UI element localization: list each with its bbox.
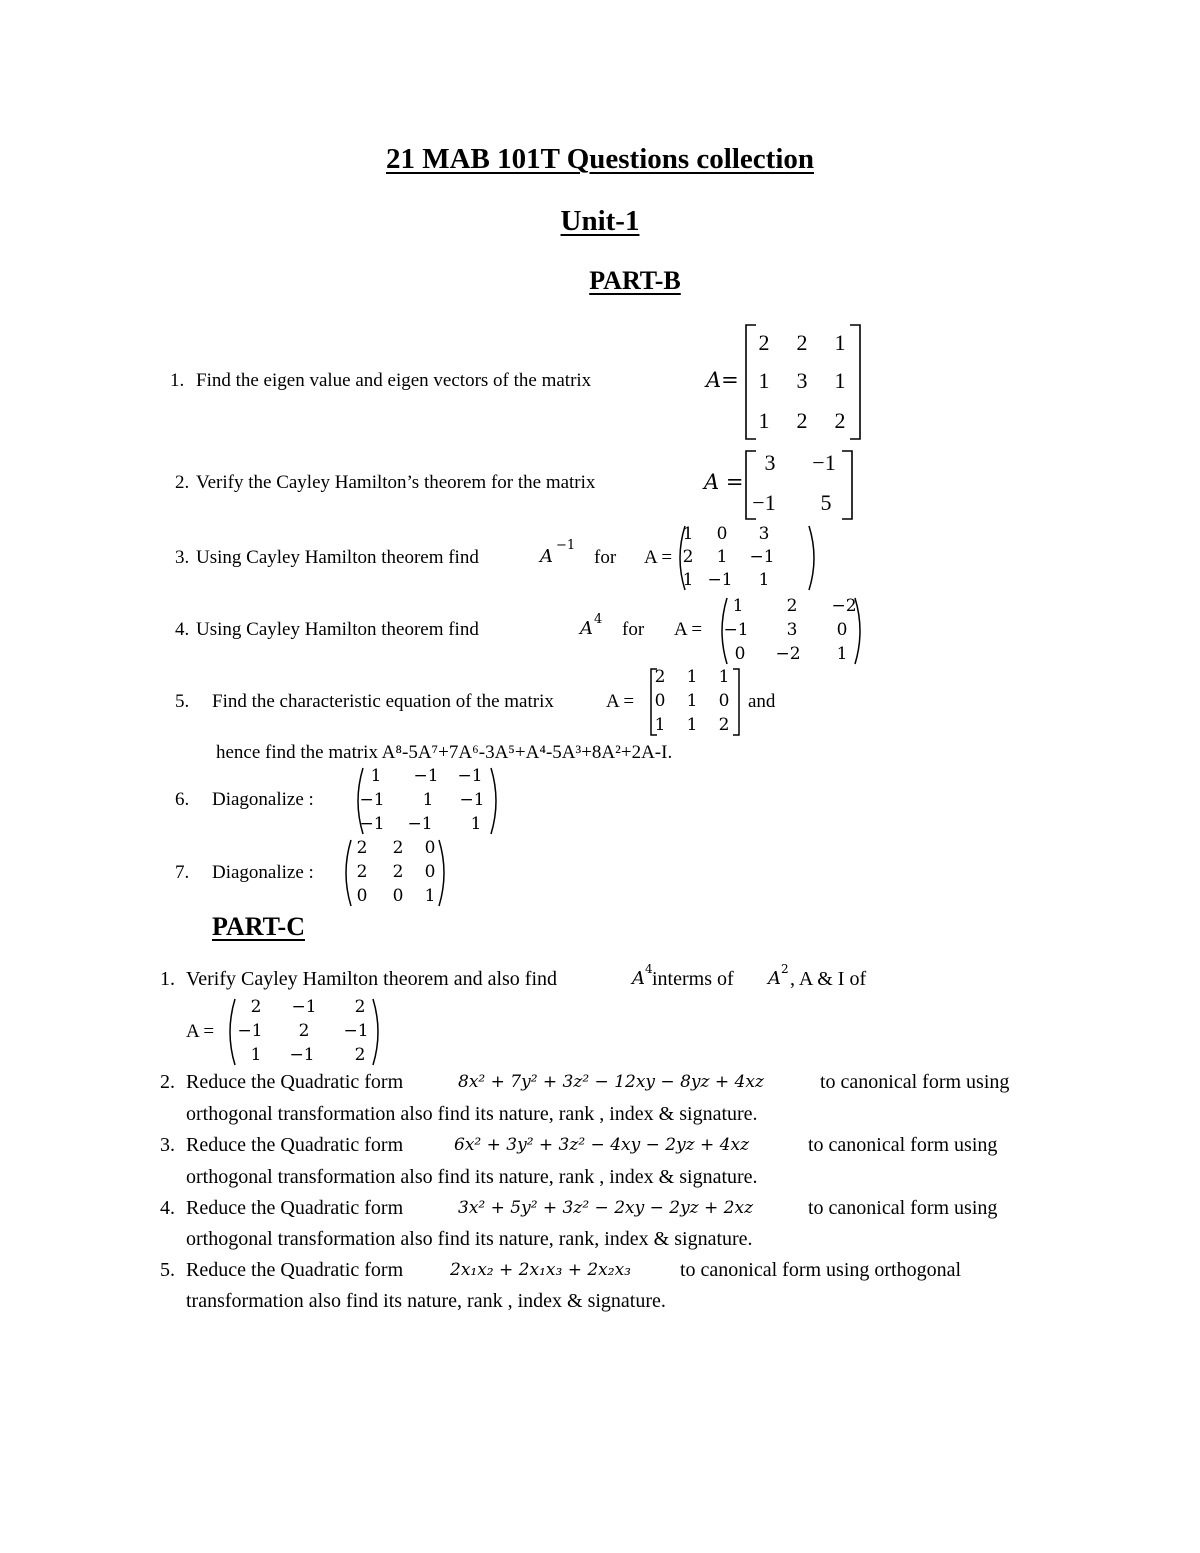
matrix-cell: 2 (298, 1021, 310, 1041)
matrix-cell: 2 (796, 408, 808, 433)
matrix-cell: 3 (796, 368, 808, 393)
question-number: 4. (160, 1197, 175, 1219)
matrix-cell: 2 (356, 838, 368, 858)
matrix-cell: 1 (682, 570, 694, 590)
question-number: 2. (175, 472, 190, 493)
matrix-expression: A (768, 968, 781, 989)
matrix-cell: −1 (413, 766, 439, 786)
matrix-cell: 1 (732, 596, 744, 616)
matrix-lhs: A = (186, 1021, 215, 1042)
matrix-cell: 1 (370, 766, 382, 786)
matrix-cell: 0 (716, 524, 728, 544)
question-number: 1. (160, 968, 175, 990)
right-bracket (730, 667, 742, 737)
matrix-lhs: A = (674, 619, 703, 640)
matrix-cell: 1 (718, 667, 730, 687)
document-title: 21 MAB 101T Questions collection (385, 143, 815, 175)
question-number: 7. (175, 862, 190, 883)
matrix-cell: −1 (359, 790, 385, 810)
matrix-cell: −1 (359, 814, 385, 834)
matrix-cell: 0 (392, 886, 404, 906)
question-text-line-2: orthogonal transformation also find its nature, rank, index & signature. (186, 1228, 753, 1250)
matrix-cell: 5 (820, 490, 832, 515)
matrix-cell: −1 (459, 790, 485, 810)
question-number: 4. (175, 619, 190, 640)
matrix-cell: −1 (343, 1021, 369, 1041)
question-text: Using Cayley Hamilton theorem find (196, 547, 479, 568)
question-text: Reduce the Quadratic form (186, 1071, 404, 1093)
question-number: 5. (175, 691, 190, 712)
unit-heading: Unit-1 (560, 205, 640, 237)
matrix-cell: 0 (356, 886, 368, 906)
matrix-cell: 2 (718, 715, 730, 735)
matrix-expression: A (540, 546, 553, 567)
matrix-lhs: A = (704, 470, 744, 494)
question-text: to canonical form using (820, 1071, 1010, 1093)
superscript: −1 (556, 538, 576, 553)
matrix-cell: 1 (654, 715, 666, 735)
quadratic-form: 8x² + 7y² + 3z² − 12xy − 8yz + 4xz (458, 1072, 764, 1092)
matrix-cell: 2 (354, 1045, 366, 1065)
question-text: Find the characteristic equation of the matrix (212, 691, 554, 712)
right-paren (370, 997, 384, 1067)
question-text: Using Cayley Hamilton theorem find (196, 619, 479, 640)
matrix-cell: 1 (716, 547, 728, 567)
question-number: 2. (160, 1071, 175, 1093)
matrix-cell: 1 (834, 330, 846, 355)
matrix-cell: −1 (752, 490, 776, 515)
matrix-cell: 1 (758, 368, 770, 393)
for-label: for (622, 619, 645, 640)
matrix-cell: −1 (407, 814, 433, 834)
question-number: 6. (175, 789, 190, 810)
matrix-cell: −1 (707, 570, 733, 590)
part-b-heading: PART-B (589, 266, 681, 295)
matrix-cell: 0 (836, 620, 848, 640)
question-text-line-2: transformation also find its nature, rank , index & signature. (186, 1290, 666, 1312)
matrix-cell: 1 (682, 524, 694, 544)
matrix-cell: 2 (392, 862, 404, 882)
question-text: to canonical form using orthogonal (680, 1259, 962, 1281)
matrix-cell: 0 (654, 691, 666, 711)
question-text-line-2: orthogonal transformation also find its nature, rank , index & signature. (186, 1103, 758, 1125)
matrix-cell: 3 (764, 450, 776, 475)
question-text: , A & I of (790, 968, 867, 990)
matrix-cell: 2 (834, 408, 846, 433)
matrix-lhs: A= (706, 368, 739, 392)
question-number: 5. (160, 1259, 175, 1281)
matrix-cell: −1 (289, 1045, 315, 1065)
matrix-cell: −1 (291, 997, 317, 1017)
for-label: for (594, 547, 617, 568)
superscript: 4 (594, 612, 603, 627)
question-text: Reduce the Quadratic form (186, 1134, 404, 1156)
matrix-cell: 1 (836, 644, 848, 664)
question-text: Verify the Cayley Hamilton’s theorem for the matrix (196, 472, 596, 493)
matrix-cell: −1 (812, 450, 836, 475)
matrix-cell: −2 (775, 644, 801, 664)
matrix-cell: −1 (749, 547, 775, 567)
matrix-expression: A (580, 618, 593, 639)
question-text: Reduce the Quadratic form (186, 1197, 404, 1219)
quadratic-form: 2x₁x₂ + 2x₁x₃ + 2x₂x₃ (450, 1260, 631, 1280)
matrix-cell: 2 (250, 997, 262, 1017)
matrix-cell: 0 (734, 644, 746, 664)
question-text: Diagonalize : (212, 789, 314, 810)
matrix-cell: 1 (470, 814, 482, 834)
matrix-cell: 1 (758, 570, 770, 590)
question-number: 1. (170, 370, 185, 391)
matrix-cell: 2 (758, 330, 770, 355)
matrix-cell: 1 (686, 715, 698, 735)
quadratic-form: 3x² + 5y² + 3z² − 2xy − 2yz + 2xz (458, 1198, 754, 1218)
matrix-expression: A (632, 968, 645, 989)
question-text: Diagonalize : (212, 862, 314, 883)
question-number: 3. (175, 547, 190, 568)
question-text-line-2: orthogonal transformation also find its nature, rank , index & signature. (186, 1166, 758, 1188)
matrix-cell: −1 (457, 766, 483, 786)
matrix-lhs: A = (606, 691, 635, 712)
matrix-cell: 1 (422, 790, 434, 810)
question-text: Find the eigen value and eigen vectors of the matrix (196, 370, 592, 391)
question-number: 3. (160, 1134, 175, 1156)
matrix-cell: 0 (424, 838, 436, 858)
superscript: 4 (645, 962, 653, 976)
matrix-cell: 0 (424, 862, 436, 882)
right-bracket (846, 322, 866, 442)
matrix-cell: 1 (424, 886, 436, 906)
matrix-cell: 1 (758, 408, 770, 433)
matrix-cell: 0 (718, 691, 730, 711)
matrix-cell: 3 (758, 524, 770, 544)
question-text: to canonical form using (808, 1197, 998, 1219)
matrix-cell: 2 (356, 862, 368, 882)
matrix-cell: 3 (786, 620, 798, 640)
matrix-cell: 1 (686, 667, 698, 687)
question-text: to canonical form using (808, 1134, 998, 1156)
matrix-cell: 2 (354, 997, 366, 1017)
matrix-lhs: A = (644, 547, 673, 568)
matrix-cell: 1 (250, 1045, 262, 1065)
right-bracket (838, 448, 858, 522)
right-paren (436, 838, 450, 908)
matrix-cell: 1 (686, 691, 698, 711)
question-text: Reduce the Quadratic form (186, 1259, 404, 1281)
question-text: interms of (652, 968, 734, 990)
matrix-cell: 2 (786, 596, 798, 616)
part-c-heading: PART-C (212, 912, 305, 941)
matrix-cell: 1 (834, 368, 846, 393)
quadratic-form: 6x² + 3y² + 3z² − 4xy − 2yz + 4xz (454, 1135, 750, 1155)
matrix-cell: −1 (237, 1021, 263, 1041)
matrix-cell: 2 (654, 667, 666, 687)
right-paren (806, 524, 820, 592)
matrix-cell: 2 (796, 330, 808, 355)
matrix-cell: 2 (682, 547, 694, 567)
right-paren (488, 766, 502, 836)
question-text-line-2: hence find the matrix A⁸-5A⁷+7A⁶-3A⁵+A⁴-5A³+8A²+2A-I. (216, 742, 673, 763)
right-paren (852, 596, 866, 666)
and-label: and (748, 691, 776, 712)
matrix-cell: −1 (723, 620, 749, 640)
matrix-cell: 2 (392, 838, 404, 858)
matrix-cell: −2 (831, 596, 857, 616)
question-text: Verify Cayley Hamilton theorem and also find (186, 968, 558, 990)
superscript: 2 (781, 962, 789, 976)
